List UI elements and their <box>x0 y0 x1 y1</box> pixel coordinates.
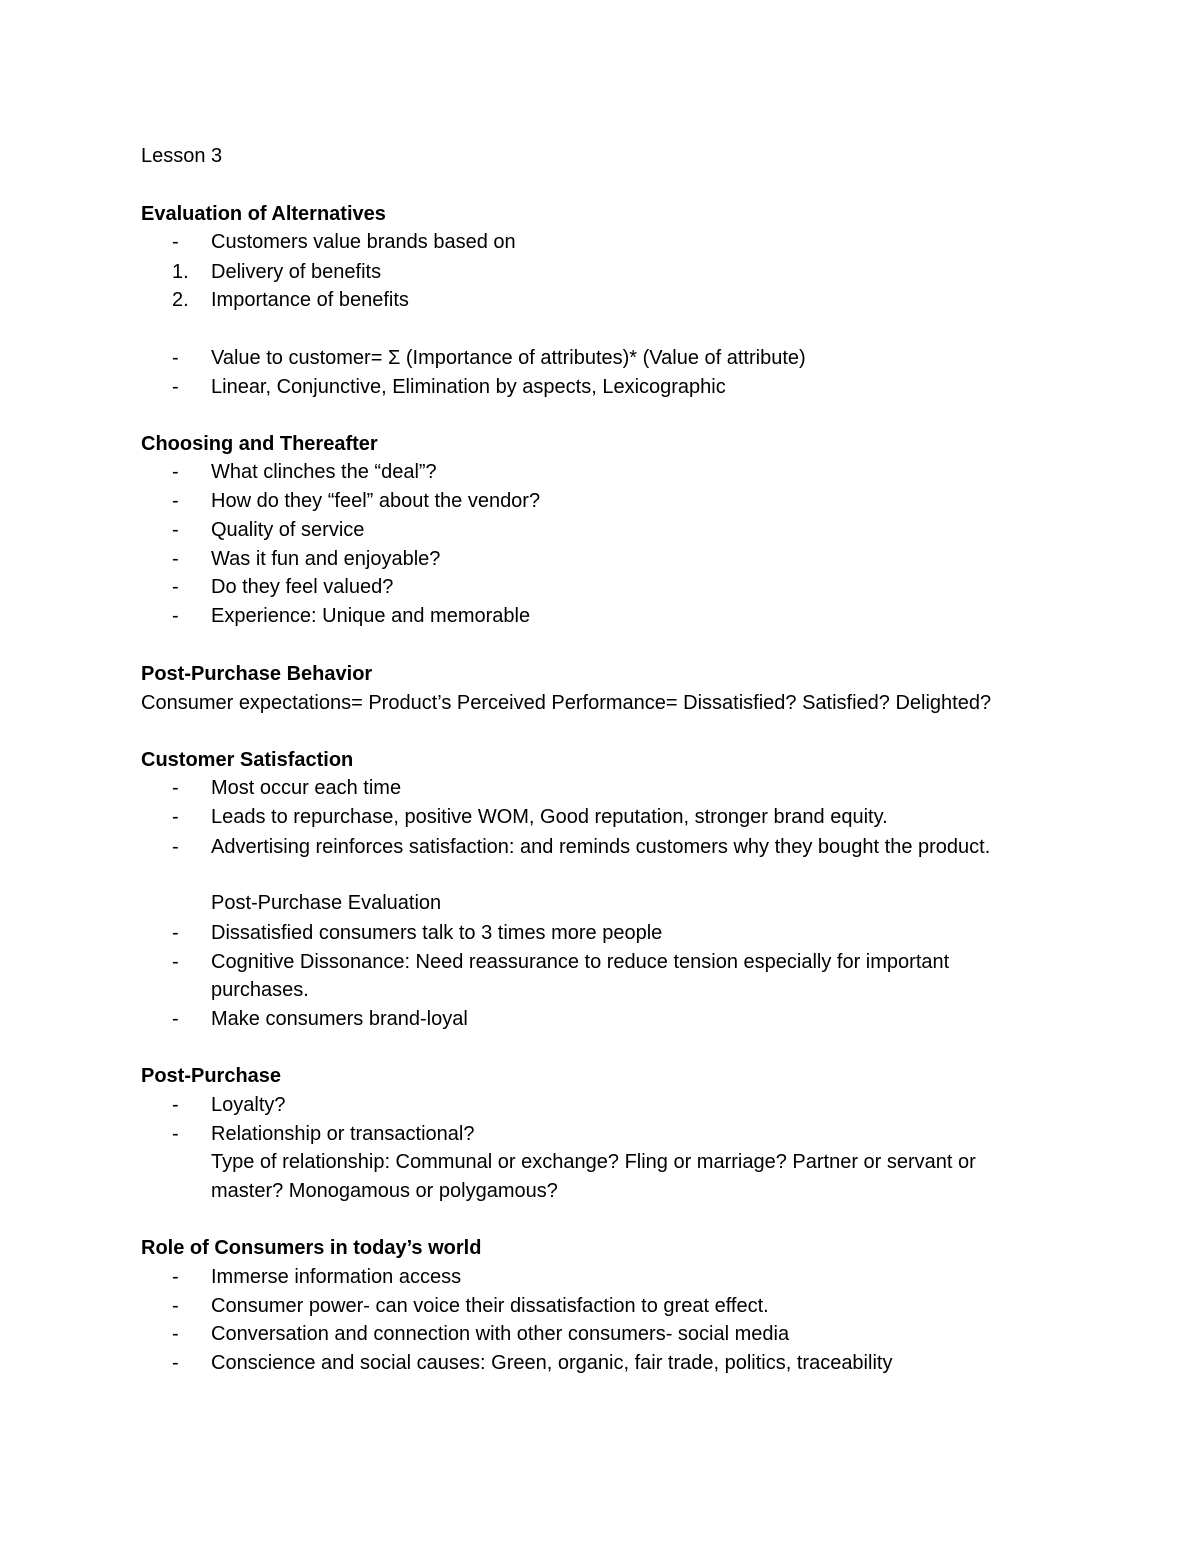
bullet: - <box>172 605 179 627</box>
bullet: - <box>172 548 179 570</box>
ppb-line: Consumer expectations= Product’s Perceived Performance= Dissatisfied? Satisfied? Delighted? <box>141 692 992 714</box>
bullet: - <box>172 1266 179 1288</box>
eval-item-2: Importance of benefits <box>211 289 409 311</box>
bullet: - <box>172 1008 179 1030</box>
bullet: - <box>172 1352 179 1374</box>
list-item: Do they feel valued? <box>211 576 394 598</box>
list-item: What clinches the “deal”? <box>211 461 437 483</box>
eval-item-1: Delivery of benefits <box>211 261 382 283</box>
list-item: Advertising reinforces satisfaction: and reminds customers why they bought the product. <box>211 836 991 858</box>
eval-intro: Customers value brands based on <box>211 231 516 253</box>
choosing-heading: Choosing and Thereafter <box>141 433 378 455</box>
satisfaction-heading: Customer Satisfaction <box>141 749 354 771</box>
list-item: Most occur each time <box>211 777 402 799</box>
bullet: - <box>172 1094 179 1116</box>
bullet: - <box>172 519 179 541</box>
bullet: - <box>172 1295 179 1317</box>
list-item: Cognitive Dissonance: Need reassurance to reduce tension especially for important <box>211 951 950 973</box>
list-item: Was it fun and enjoyable? <box>211 548 441 570</box>
lesson-title: Lesson 3 <box>141 145 223 167</box>
bullet: - <box>172 347 179 369</box>
list-item: Quality of service <box>211 519 365 541</box>
list-item: Experience: Unique and memorable <box>211 605 531 627</box>
list-item: Relationship or transactional? <box>211 1123 475 1145</box>
bullet: - <box>172 777 179 799</box>
eval-models: Linear, Conjunctive, Elimination by aspects, Lexicographic <box>211 376 726 398</box>
list-item: Leads to repurchase, positive WOM, Good reputation, stronger brand equity. <box>211 806 888 828</box>
list-item: Conscience and social causes: Green, organic, fair trade, politics, traceability <box>211 1352 893 1374</box>
relationship-type-line-1: Type of relationship: Communal or exchange? Fling or marriage? Partner or servant or <box>211 1151 976 1173</box>
bullet: - <box>172 836 179 858</box>
bullet: - <box>172 461 179 483</box>
bullet: - <box>172 576 179 598</box>
eval-heading: Evaluation of Alternatives <box>141 203 386 225</box>
bullet: - <box>172 231 179 253</box>
bullet: - <box>172 806 179 828</box>
eval-formula: Value to customer= Σ (Importance of attributes)* (Value of attribute) <box>211 347 806 369</box>
list-item: Conversation and connection with other consumers- social media <box>211 1323 790 1345</box>
ppb-heading: Post-Purchase Behavior <box>141 663 373 685</box>
list-number: 2. <box>172 289 189 311</box>
bullet: - <box>172 922 179 944</box>
role-heading: Role of Consumers in today’s world <box>141 1237 482 1259</box>
list-item: Immerse information access <box>211 1266 462 1288</box>
ppe-subheading: Post-Purchase Evaluation <box>211 892 442 914</box>
list-item-continuation: purchases. <box>211 979 309 1001</box>
relationship-type-line-2: master? Monogamous or polygamous? <box>211 1180 558 1202</box>
bullet: - <box>172 1323 179 1345</box>
list-item: Consumer power- can voice their dissatisfaction to great effect. <box>211 1295 769 1317</box>
bullet: - <box>172 376 179 398</box>
bullet: - <box>172 951 179 973</box>
list-number: 1. <box>172 261 189 283</box>
bullet: - <box>172 490 179 512</box>
list-item: Dissatisfied consumers talk to 3 times more people <box>211 922 663 944</box>
postpurchase-heading: Post-Purchase <box>141 1065 282 1087</box>
bullet: - <box>172 1123 179 1145</box>
list-item: How do they “feel” about the vendor? <box>211 490 541 512</box>
list-item: Loyalty? <box>211 1094 286 1116</box>
list-item: Make consumers brand-loyal <box>211 1008 468 1030</box>
